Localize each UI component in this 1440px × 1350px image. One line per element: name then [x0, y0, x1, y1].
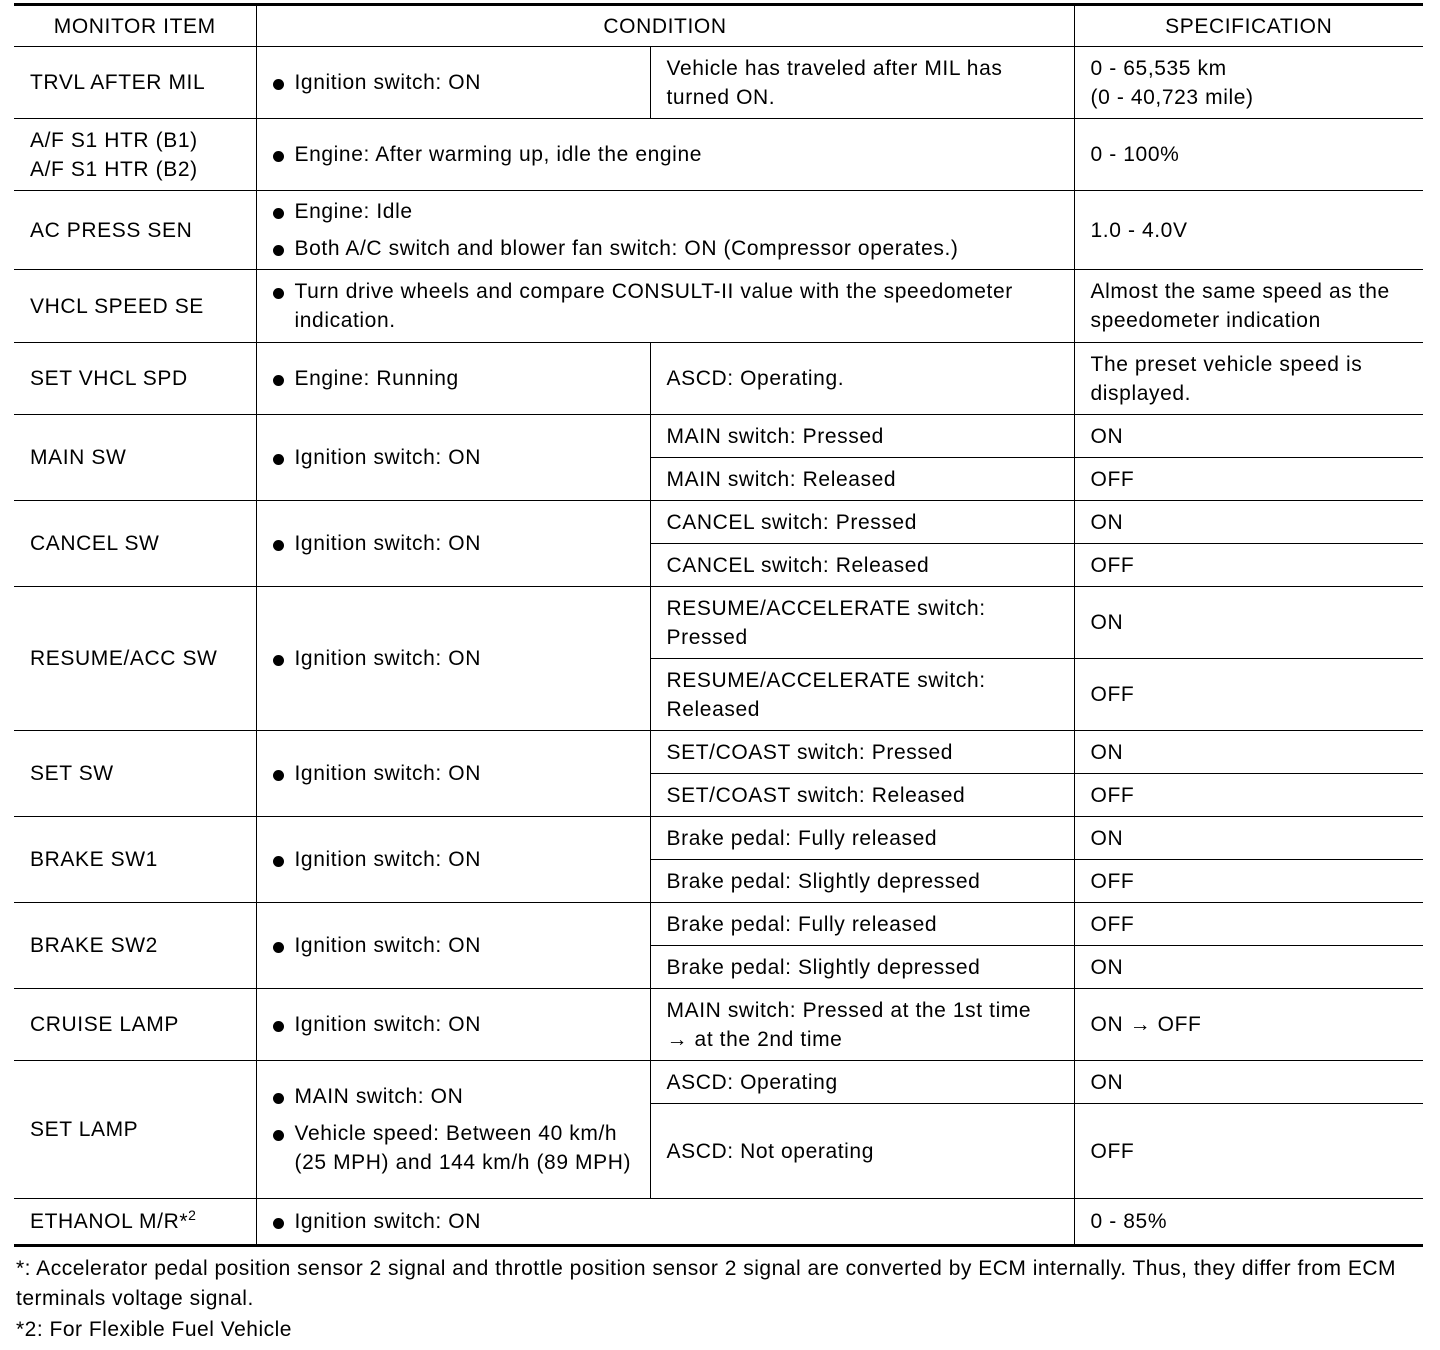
condition-cell: [256, 903, 650, 989]
condition-cell: [256, 587, 650, 731]
footnote-1: *: Accelerator pedal position sensor 2 signal and throttle position sensor 2 signal are converted by ECM internally. Thus, they differ from ECM terminals voltage signal.: [16, 1257, 1397, 1310]
sub-condition-cell: Vehicle has traveled after MIL has turned ON.: [650, 47, 1074, 119]
condition-bullet: Vehicle speed: Between 40 km/h (25 MPH) and 144 km/h (89 MPH): [295, 1119, 636, 1177]
sub-condition-cell: [650, 989, 1074, 1061]
condition-cell: [256, 343, 650, 415]
specification-cell: ON: [1074, 817, 1423, 860]
specification-cell: Almost the same speed as the speedometer indication: [1074, 270, 1423, 343]
sub-condition-cell: Brake pedal: Slightly depressed: [650, 946, 1074, 989]
monitor-spec-table: [14, 3, 1423, 1247]
table-row: [14, 501, 1423, 544]
monitor-item-cell: SET VHCL SPD: [14, 343, 256, 415]
condition-cell: [256, 501, 650, 587]
monitor-item-cell: VHCL SPEED SE: [14, 270, 256, 343]
condition-bullet: Ignition switch: ON: [295, 443, 636, 472]
specification-cell: [1074, 47, 1423, 119]
condition-bullet: Ignition switch: ON: [295, 68, 636, 97]
monitor-item-cell: [14, 119, 256, 191]
table-row: [14, 191, 1423, 270]
condition-cell: [256, 817, 650, 903]
specification-cell: OFF: [1074, 774, 1423, 817]
condition-bullet: Engine: After warming up, idle the engine: [295, 140, 1060, 169]
monitor-item-cell: AC PRESS SEN: [14, 191, 256, 270]
condition-bullet: Ignition switch: ON: [295, 931, 636, 960]
monitor-item-cell: SET LAMP: [14, 1061, 256, 1199]
table-row: [14, 270, 1423, 343]
sub-condition-cell: ASCD: Operating: [650, 1061, 1074, 1104]
monitor-item-cell: TRVL AFTER MIL: [14, 47, 256, 119]
table-row: [14, 731, 1423, 774]
condition-cell: [256, 1199, 1074, 1246]
condition-cell: [256, 731, 650, 817]
condition-cell: [256, 119, 1074, 191]
specification-cell: ON: [1074, 1061, 1423, 1104]
table-row: [14, 119, 1423, 191]
specification-cell: ON: [1074, 501, 1423, 544]
specification-cell: ON: [1074, 731, 1423, 774]
condition-bullet: Ignition switch: ON: [295, 644, 636, 673]
sub-condition-cell: CANCEL switch: Pressed: [650, 501, 1074, 544]
header-condition: CONDITION: [256, 5, 1074, 47]
sub-condition-cell: SET/COAST switch: Released: [650, 774, 1074, 817]
condition-cell: [256, 989, 650, 1061]
specification-cell: OFF: [1074, 544, 1423, 587]
monitor-item-cell: MAIN SW: [14, 415, 256, 501]
footnotes: [16, 1254, 1426, 1345]
monitor-item-cell: BRAKE SW2: [14, 903, 256, 989]
table-row: [14, 817, 1423, 860]
condition-bullet: Ignition switch: ON: [295, 1010, 636, 1039]
specification-cell: ON: [1074, 587, 1423, 659]
condition-cell: [256, 415, 650, 501]
condition-bullet: Ignition switch: ON: [295, 1207, 1060, 1236]
condition-cell: [256, 1061, 650, 1199]
monitor-item-cell: SET SW: [14, 731, 256, 817]
monitor-item-cell: BRAKE SW1: [14, 817, 256, 903]
condition-bullet: MAIN switch: ON: [295, 1082, 636, 1111]
header-monitor-item: MONITOR ITEM: [14, 5, 256, 47]
specification-cell: 1.0 - 4.0V: [1074, 191, 1423, 270]
specification-cell: 0 - 85%: [1074, 1199, 1423, 1246]
specification-cell: OFF: [1074, 458, 1423, 501]
specification-cell: The preset vehicle speed is displayed.: [1074, 343, 1423, 415]
condition-bullet: Ignition switch: ON: [295, 529, 636, 558]
sub-condition-cell: Brake pedal: Fully released: [650, 817, 1074, 860]
sub-condition-cell: CANCEL switch: Released: [650, 544, 1074, 587]
table-row: [14, 1199, 1423, 1246]
header-specification: SPECIFICATION: [1074, 5, 1423, 47]
condition-cell: [256, 47, 650, 119]
sub-condition-cell: RESUME/ACCELERATE switch: Pressed: [650, 587, 1074, 659]
sub-condition-cell: MAIN switch: Pressed: [650, 415, 1074, 458]
footnote-marker: 2: [188, 1207, 197, 1223]
specification-cell: OFF: [1074, 860, 1423, 903]
condition-bullet: Engine: Running: [295, 364, 636, 393]
table-header-row: [14, 5, 1423, 47]
table-row: [14, 989, 1423, 1061]
monitor-item-cell: [14, 1199, 256, 1246]
spec-line: 0 - 65,535 km: [1090, 56, 1227, 80]
table-row: [14, 47, 1423, 119]
condition-bullet: Both A/C switch and blower fan switch: ON (Compressor operates.): [295, 234, 1060, 263]
condition-bullet: Engine: Idle: [295, 197, 1060, 226]
sub-condition-cell: SET/COAST switch: Pressed: [650, 731, 1074, 774]
spec-line: (0 - 40,723 mile): [1090, 85, 1254, 109]
monitor-item-label: ETHANOL M/R*: [30, 1210, 189, 1233]
sub-condition-line: → at the 2nd time: [666, 1027, 843, 1051]
specification-cell: ON: [1074, 415, 1423, 458]
specification-cell: ON → OFF: [1074, 989, 1423, 1061]
table-row: [14, 903, 1423, 946]
condition-bullet: Ignition switch: ON: [295, 759, 636, 788]
footnote-2: *2: For Flexible Fuel Vehicle: [16, 1318, 292, 1341]
monitor-item-cell: RESUME/ACC SW: [14, 587, 256, 731]
condition-cell: [256, 270, 1074, 343]
condition-bullet: Turn drive wheels and compare CONSULT-II value with the speedometer indication.: [295, 277, 1060, 335]
specification-cell: OFF: [1074, 903, 1423, 946]
sub-condition-cell: Brake pedal: Slightly depressed: [650, 860, 1074, 903]
monitor-item-line: A/F S1 HTR (B2): [30, 157, 198, 181]
specification-cell: OFF: [1074, 659, 1423, 731]
specification-cell: OFF: [1074, 1104, 1423, 1199]
table-row: [14, 587, 1423, 659]
sub-condition-cell: Brake pedal: Fully released: [650, 903, 1074, 946]
sub-condition-cell: ASCD: Not operating: [650, 1104, 1074, 1199]
table-row: [14, 1061, 1423, 1104]
sub-condition-cell: RESUME/ACCELERATE switch: Released: [650, 659, 1074, 731]
sub-condition-cell: MAIN switch: Released: [650, 458, 1074, 501]
sub-condition-cell: ASCD: Operating.: [650, 343, 1074, 415]
table-row: [14, 343, 1423, 415]
sub-condition-line: MAIN switch: Pressed at the 1st time: [666, 998, 1032, 1022]
specification-cell: ON: [1074, 946, 1423, 989]
monitor-item-cell: CANCEL SW: [14, 501, 256, 587]
condition-cell: [256, 191, 1074, 270]
condition-bullet: Ignition switch: ON: [295, 845, 636, 874]
table-row: [14, 415, 1423, 458]
monitor-item-cell: CRUISE LAMP: [14, 989, 256, 1061]
monitor-item-line: A/F S1 HTR (B1): [30, 128, 198, 152]
specification-cell: 0 - 100%: [1074, 119, 1423, 191]
